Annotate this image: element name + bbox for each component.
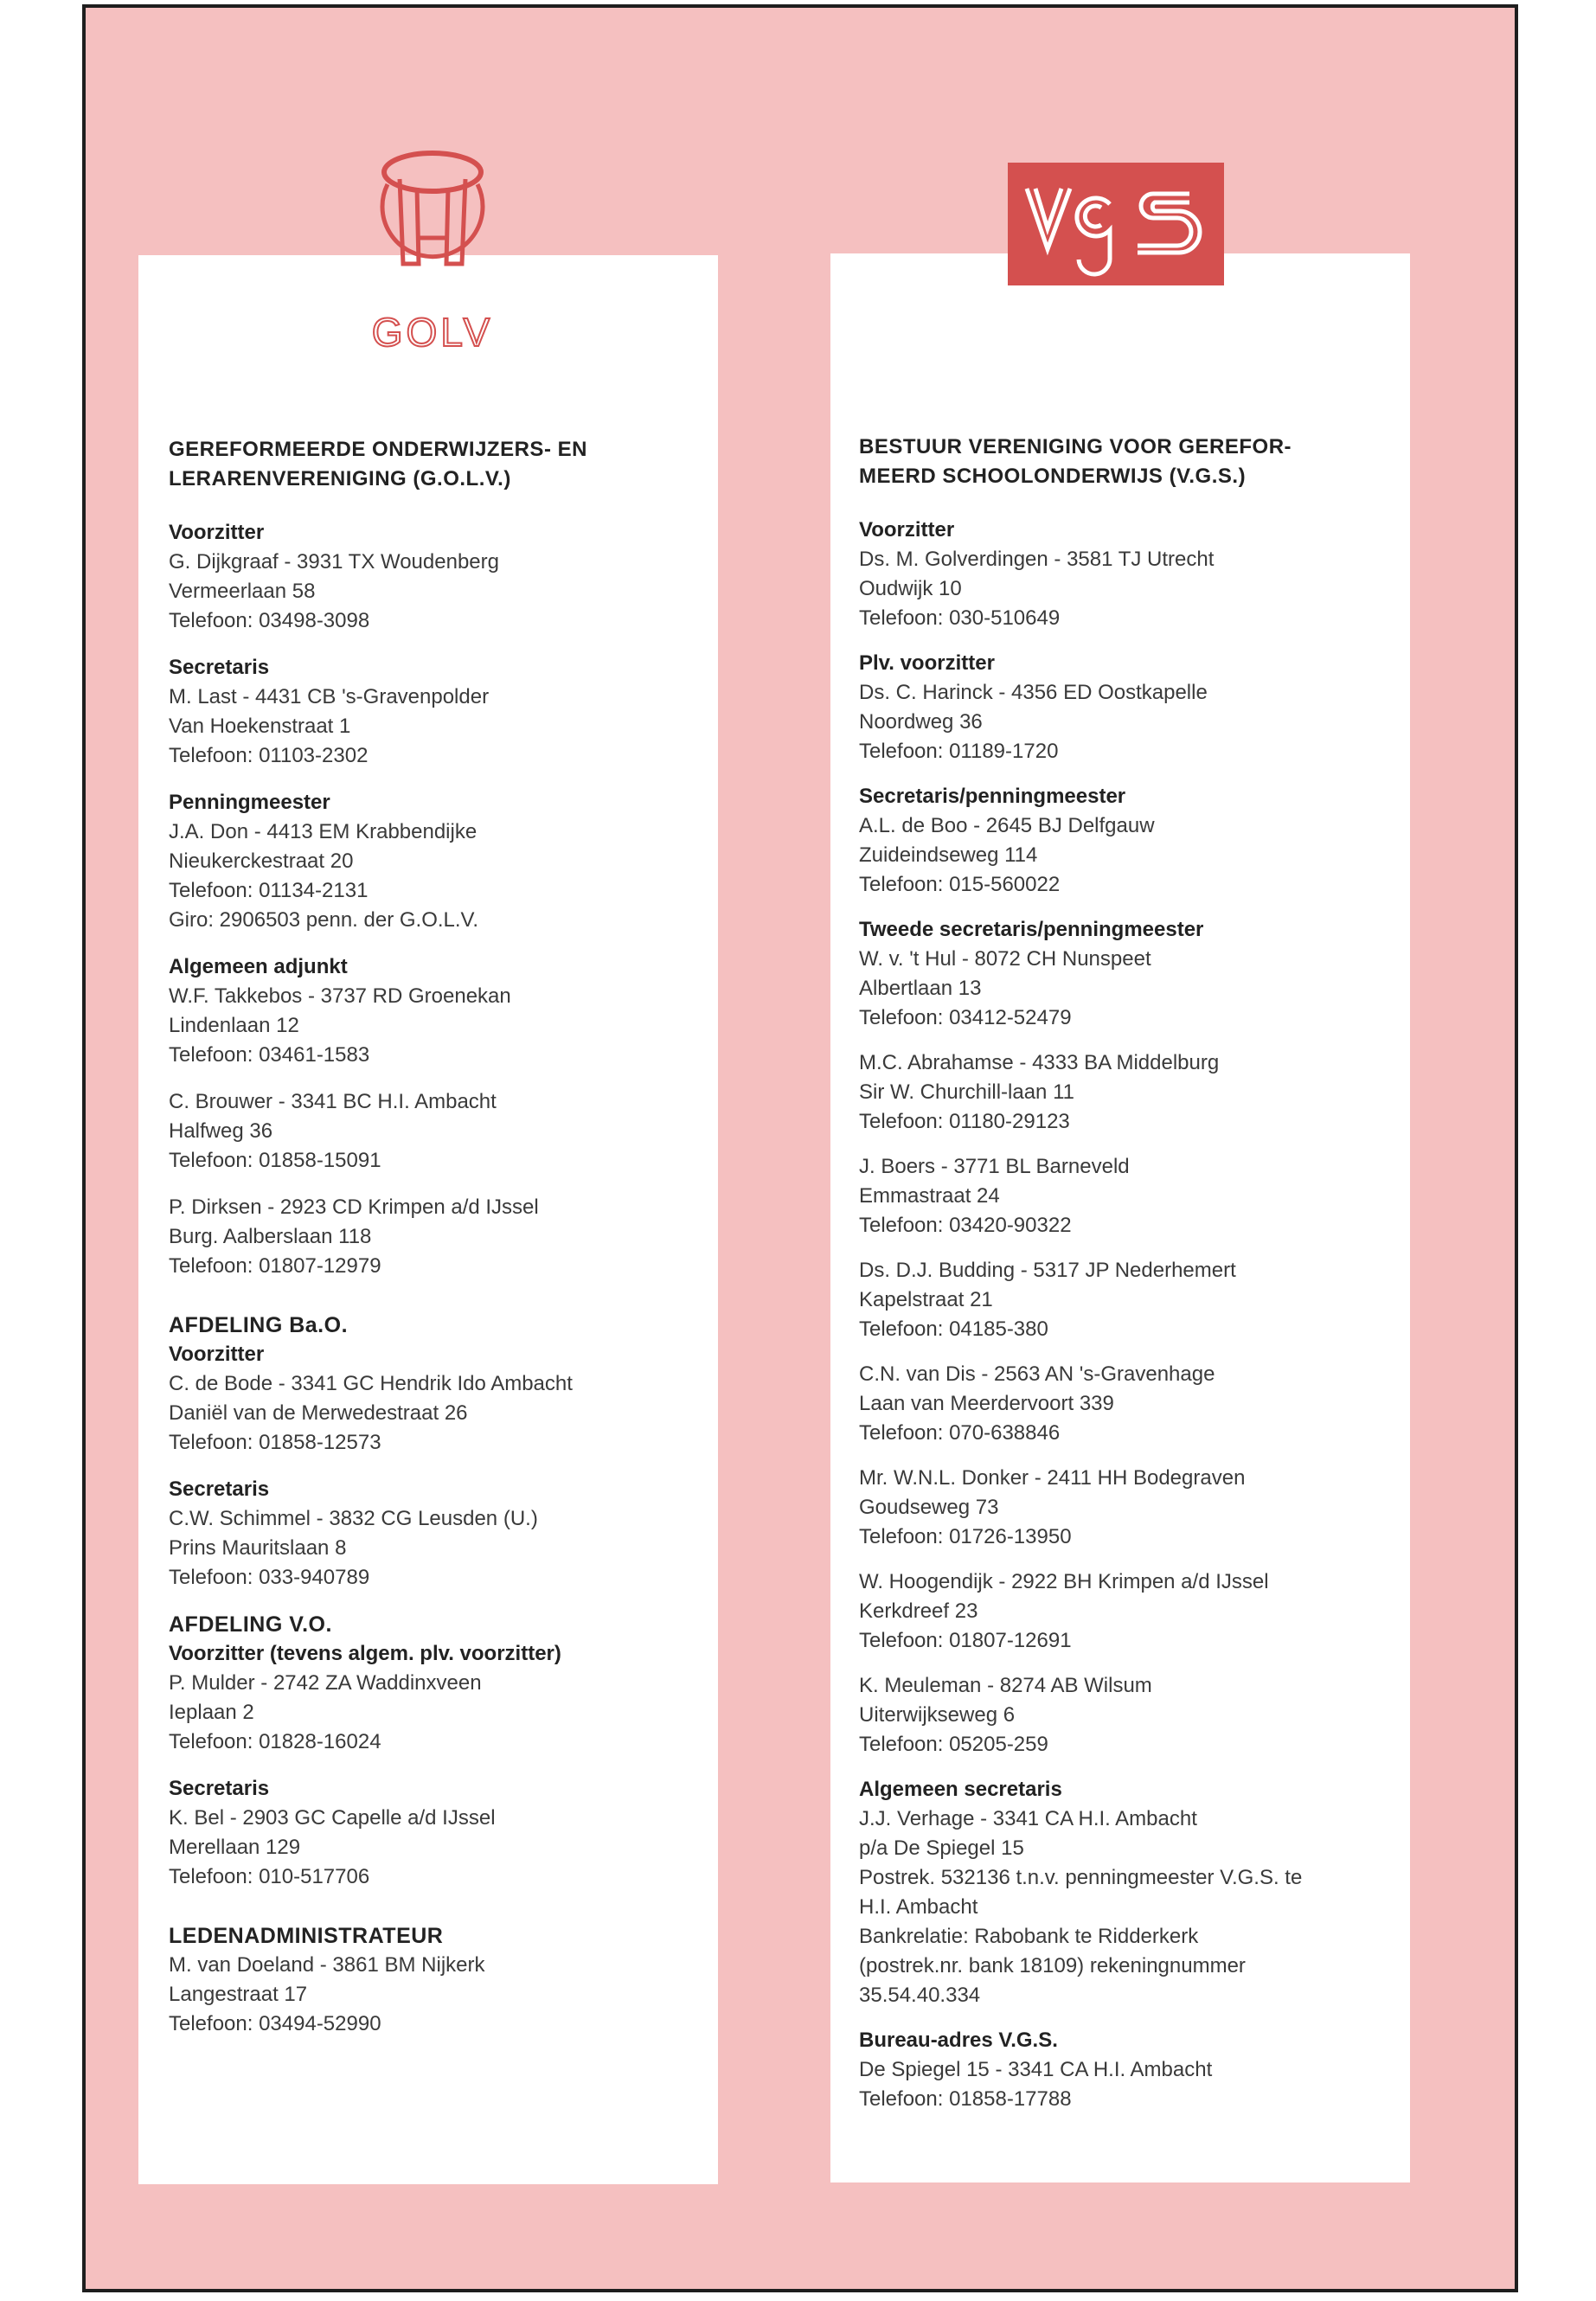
contact-line: Sir W. Churchill-laan 11 bbox=[859, 1080, 1074, 1104]
contact-line: Telefoon: 01180-29123 bbox=[859, 1110, 1070, 1133]
vgs-title bbox=[859, 433, 1395, 491]
contact-entry bbox=[859, 1360, 1395, 1448]
contact-line: A.L. de Boo - 2645 BJ Delfgauw bbox=[859, 814, 1155, 837]
contact-line: Kapelstraat 21 bbox=[859, 1288, 993, 1311]
contact-line: Telefoon: 01103-2302 bbox=[169, 744, 369, 767]
contact-line: Telefoon: 03420-90322 bbox=[859, 1214, 1072, 1237]
golv-board-list bbox=[169, 518, 705, 1281]
role-heading: Voorzitter (tevens algem. plv. voorzitter) bbox=[169, 1642, 561, 1665]
contact-line: Laan van Meerdervoort 339 bbox=[859, 1392, 1114, 1415]
contact-line: M. van Doeland - 3861 BM Nijkerk bbox=[169, 1953, 485, 1977]
contact-line: De Spiegel 15 - 3341 CA H.I. Ambacht bbox=[859, 2058, 1213, 2081]
role-heading: Voorzitter bbox=[169, 1343, 265, 1366]
contact-line: P. Mulder - 2742 ZA Waddinxveen bbox=[169, 1671, 482, 1695]
contact-line: Telefoon: 010-517706 bbox=[169, 1865, 370, 1888]
contact-line: Telefoon: 015-560022 bbox=[859, 873, 1061, 896]
section-heading: AFDELING V.O. bbox=[169, 1612, 332, 1637]
contact-line: Postrek. 532136 t.n.v. penningmeester V.G.S. te bbox=[859, 1866, 1303, 1889]
contact-line: M.C. Abrahamse - 4333 BA Middelburg bbox=[859, 1051, 1220, 1074]
contact-line: J.J. Verhage - 3341 CA H.I. Ambacht bbox=[859, 1807, 1197, 1830]
role-heading: Algemeen secretaris bbox=[859, 1778, 1062, 1801]
contact-line: Merellaan 129 bbox=[169, 1836, 301, 1859]
vgs-logo bbox=[1008, 163, 1224, 285]
role-heading: Secretaris bbox=[169, 656, 270, 679]
contact-line: W. v. 't Hul - 8072 CH Nunspeet bbox=[859, 947, 1151, 971]
ledenadministrateur bbox=[169, 1921, 705, 2039]
contact-line: Prins Mauritslaan 8 bbox=[169, 1536, 347, 1560]
role-heading: Plv. voorzitter bbox=[859, 651, 995, 675]
contact-entry bbox=[859, 1775, 1395, 2010]
contact-line: Telefoon: 01828-16024 bbox=[169, 1730, 381, 1753]
contact-line: Telefoon: 03494-52990 bbox=[169, 2012, 381, 2035]
contact-line: J.A. Don - 4413 EM Krabbendijke bbox=[169, 820, 478, 843]
contact-line: Daniël van de Merwedestraat 26 bbox=[169, 1401, 468, 1425]
contact-entry bbox=[859, 516, 1395, 633]
contact-entry bbox=[859, 1256, 1395, 1344]
contact-line: Ds. D.J. Budding - 5317 JP Nederhemert bbox=[859, 1259, 1236, 1282]
section-heading: AFDELING Ba.O. bbox=[169, 1313, 349, 1337]
contact-line: Telefoon: 05205-259 bbox=[859, 1733, 1048, 1756]
contact-line: Telefoon: 03412-52479 bbox=[859, 1006, 1072, 1029]
vgs-board-list bbox=[859, 516, 1395, 2114]
contact-line: Burg. Aalberslaan 118 bbox=[169, 1225, 372, 1248]
contact-line: Ds. C. Harinck - 4356 ED Oostkapelle bbox=[859, 681, 1208, 704]
contact-line: Telefoon: 03498-3098 bbox=[169, 609, 370, 632]
contact-entry bbox=[169, 1087, 705, 1176]
contact-line: C. Brouwer - 3341 BC H.I. Ambacht bbox=[169, 1090, 497, 1113]
golv-logo bbox=[346, 134, 519, 359]
contact-entry bbox=[859, 649, 1395, 766]
afdeling-bao bbox=[169, 1311, 705, 1593]
contact-line: C.W. Schimmel - 3832 CG Leusden (U.) bbox=[169, 1507, 538, 1530]
contact-line: Albertlaan 13 bbox=[859, 977, 982, 1000]
vgs-title-line: MEERD SCHOOLONDERWIJS (V.G.S.) bbox=[859, 465, 1247, 488]
contact-line: Telefoon: 01726-13950 bbox=[859, 1525, 1072, 1548]
contact-line: K. Bel - 2903 GC Capelle a/d IJssel bbox=[169, 1806, 496, 1830]
contact-line: Van Hoekenstraat 1 bbox=[169, 715, 351, 738]
contact-line: Telefoon: 01807-12691 bbox=[859, 1629, 1072, 1652]
contact-line: Halfweg 36 bbox=[169, 1119, 273, 1143]
contact-entry bbox=[169, 1639, 705, 1757]
golv-title bbox=[169, 435, 705, 494]
contact-line: H.I. Ambacht bbox=[859, 1895, 978, 1919]
contact-entry bbox=[859, 1152, 1395, 1240]
contact-line: G. Dijkgraaf - 3931 TX Woudenberg bbox=[169, 550, 499, 574]
contact-line: Telefoon: 01858-12573 bbox=[169, 1431, 381, 1454]
contact-line: Vermeerlaan 58 bbox=[169, 580, 316, 603]
role-heading: Secretaris bbox=[169, 1477, 270, 1501]
contact-line: Telefoon: 01858-17788 bbox=[859, 2087, 1072, 2111]
contact-line: Telefoon: 03461-1583 bbox=[169, 1043, 370, 1067]
contact-line: Noordweg 36 bbox=[859, 710, 983, 734]
contact-entry bbox=[859, 782, 1395, 900]
contact-line: Bankrelatie: Rabobank te Ridderkerk bbox=[859, 1925, 1199, 1948]
role-heading: Penningmeester bbox=[169, 791, 330, 814]
vgs-column bbox=[859, 433, 1395, 2130]
contact-entry bbox=[169, 1475, 705, 1593]
contact-line: Kerkdreef 23 bbox=[859, 1599, 978, 1623]
vgs-logo-text: vgs bbox=[1115, 279, 1117, 280]
golv-title-line: LERARENVERENIGING (G.O.L.V.) bbox=[169, 467, 511, 490]
contact-entry bbox=[859, 1671, 1395, 1759]
contact-line: Uiterwijkseweg 6 bbox=[859, 1703, 1016, 1727]
contact-line: Telefoon: 01858-15091 bbox=[169, 1149, 381, 1172]
role-heading: Voorzitter bbox=[859, 518, 955, 542]
contact-entry bbox=[169, 518, 705, 636]
golv-title-line: GEREFORMEERDE ONDERWIJZERS- EN bbox=[169, 438, 587, 461]
contact-entry bbox=[169, 788, 705, 935]
contact-line: Goudseweg 73 bbox=[859, 1496, 999, 1519]
role-heading: Secretaris/penningmeester bbox=[859, 785, 1126, 808]
role-heading: Voorzitter bbox=[169, 521, 265, 544]
contact-line: Lindenlaan 12 bbox=[169, 1014, 299, 1037]
afdeling-vo bbox=[169, 1610, 705, 1892]
contact-line: M. Last - 4431 CB 's-Gravenpolder bbox=[169, 685, 490, 708]
contact-line: K. Meuleman - 8274 AB Wilsum bbox=[859, 1674, 1152, 1697]
contact-line: Telefoon: 01189-1720 bbox=[859, 740, 1059, 763]
role-heading: Secretaris bbox=[169, 1777, 270, 1800]
contact-line: Telefoon: 030-510649 bbox=[859, 606, 1061, 630]
section-heading: LEDENADMINISTRATEUR bbox=[169, 1924, 444, 1948]
contact-entry bbox=[859, 2026, 1395, 2114]
contact-line: J. Boers - 3771 BL Barneveld bbox=[859, 1155, 1130, 1178]
contact-line: p/a De Spiegel 15 bbox=[859, 1836, 1024, 1860]
contact-line: Ieplaan 2 bbox=[169, 1701, 254, 1724]
contact-line: Telefoon: 033-940789 bbox=[169, 1566, 370, 1589]
contact-entry bbox=[859, 1048, 1395, 1137]
contact-entry bbox=[859, 915, 1395, 1033]
vgs-title-line: BESTUUR VERENIGING VOOR GEREFOR- bbox=[859, 435, 1292, 458]
contact-line: Mr. W.N.L. Donker - 2411 HH Bodegraven bbox=[859, 1466, 1246, 1490]
contact-line: Telefoon: 01134-2131 bbox=[169, 879, 369, 902]
contact-line: Emmastraat 24 bbox=[859, 1184, 1000, 1208]
contact-entry bbox=[859, 1464, 1395, 1552]
contact-line: P. Dirksen - 2923 CD Krimpen a/d IJssel bbox=[169, 1195, 539, 1219]
contact-line: Telefoon: 04185-380 bbox=[859, 1317, 1048, 1341]
contact-line: (postrek.nr. bank 18109) rekeningnummer bbox=[859, 1954, 1246, 1977]
contact-entry bbox=[169, 653, 705, 771]
contact-entry bbox=[169, 952, 705, 1070]
contact-line: Langestraat 17 bbox=[169, 1983, 308, 2006]
contact-entry bbox=[169, 1774, 705, 1892]
contact-line: Nieukerckestraat 20 bbox=[169, 849, 354, 873]
contact-line: Oudwijk 10 bbox=[859, 577, 962, 600]
contact-entry bbox=[859, 1567, 1395, 1656]
role-heading: Bureau-adres V.G.S. bbox=[859, 2029, 1058, 2052]
contact-line: Giro: 2906503 penn. der G.O.L.V. bbox=[169, 908, 479, 932]
golv-column bbox=[169, 435, 705, 2056]
contact-line: W. Hoogendijk - 2922 BH Krimpen a/d IJssel bbox=[859, 1570, 1269, 1593]
role-heading: Algemeen adjunkt bbox=[169, 955, 348, 978]
contact-line: W.F. Takkebos - 3737 RD Groenekan bbox=[169, 984, 511, 1008]
contact-entry bbox=[169, 1193, 705, 1281]
contact-line: Telefoon: 070-638846 bbox=[859, 1421, 1061, 1445]
contact-line: C.N. van Dis - 2563 AN 's-Gravenhage bbox=[859, 1362, 1215, 1386]
contact-line: C. de Bode - 3341 GC Hendrik Ido Ambacht bbox=[169, 1372, 573, 1395]
contact-entry bbox=[169, 1340, 705, 1458]
contact-line: Ds. M. Golverdingen - 3581 TJ Utrecht bbox=[859, 548, 1215, 571]
contact-line: Zuideindseweg 114 bbox=[859, 843, 1038, 867]
contact-line: 35.54.40.334 bbox=[859, 1984, 981, 2007]
contact-line: Telefoon: 01807-12979 bbox=[169, 1254, 381, 1278]
role-heading: Tweede secretaris/penningmeester bbox=[859, 918, 1204, 941]
golv-logo-text: GOLV bbox=[371, 310, 494, 355]
